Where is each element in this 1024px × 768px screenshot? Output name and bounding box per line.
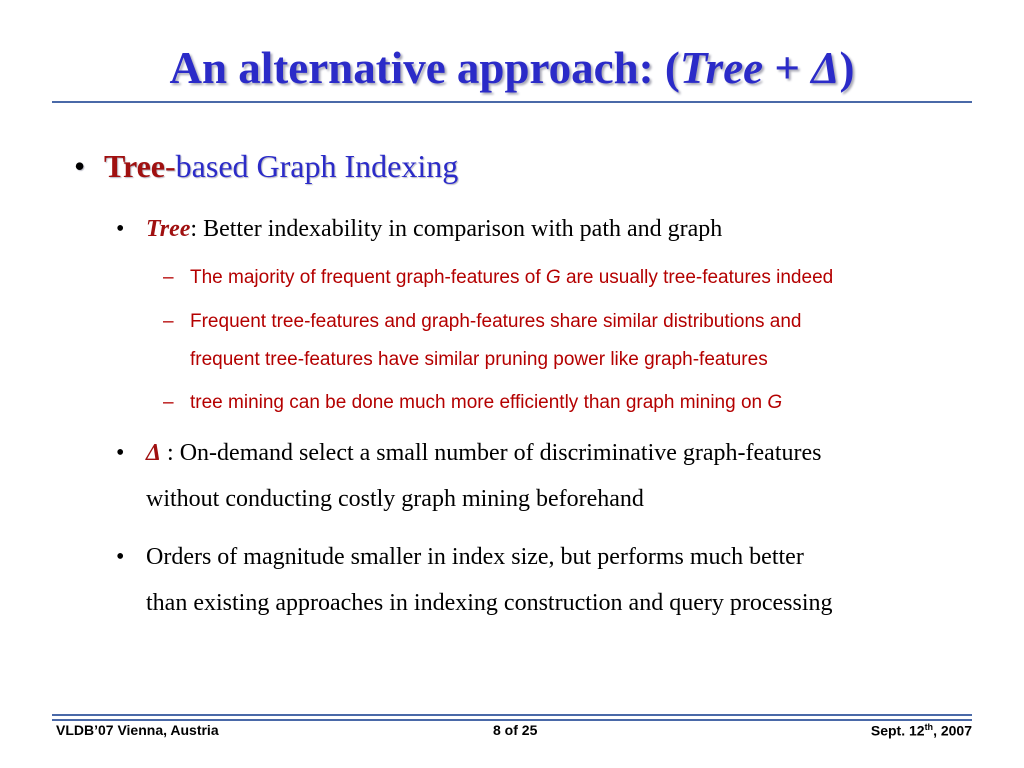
section-rest: based Graph Indexing — [175, 148, 459, 184]
subpoint-1-g: G — [545, 267, 561, 288]
subpoint-1-pre: The majority of frequent graph-features of — [190, 267, 546, 288]
footer-date — [871, 722, 972, 739]
subpoint-1-post: are usually tree-features indeed — [560, 267, 834, 288]
footer-date-sup: th — [924, 722, 934, 732]
subpoint-3-pre: tree mining can be done much more efficiently than graph mining on — [190, 392, 768, 413]
section-dash: - — [165, 148, 176, 184]
point-orders-line1: Orders of magnitude smaller in index size, but performs much better — [146, 544, 804, 570]
title-divider — [52, 101, 972, 103]
title-plus: + — [763, 43, 812, 93]
bullet: • — [74, 148, 86, 184]
footer-venue: VLDB’07 Vienna, Austria — [56, 722, 219, 738]
point-tree-label: Tree — [146, 216, 191, 242]
bullet: • — [116, 440, 125, 466]
point-orders-line2: than existing approaches in indexing construction and query processing — [146, 590, 833, 616]
title-tree: Tree — [679, 43, 764, 93]
bullet: • — [116, 216, 125, 242]
title-suffix: ) — [839, 43, 855, 93]
section-tree: Tree — [104, 148, 165, 184]
slide-title — [0, 44, 1024, 94]
footer-date-pre: Sept. 12 — [870, 722, 925, 739]
subpoint-3-g: G — [767, 392, 783, 413]
subpoint-2-line2: frequent tree-features have similar pruning power like graph-features — [190, 349, 768, 370]
dash: – — [163, 311, 174, 332]
subpoint-2-line1: Frequent tree-features and graph-features share similar distributions and — [190, 311, 802, 332]
footer-date-post: , 2007 — [933, 722, 972, 739]
dash: – — [163, 267, 174, 288]
point-delta-line2: without conducting costly graph mining beforehand — [146, 486, 644, 512]
point-delta-label: Δ — [146, 440, 162, 466]
footer-divider-top — [52, 714, 972, 716]
point-tree-text: : Better indexability in comparison with path and graph — [190, 216, 723, 242]
footer-page-number: 8 of 25 — [493, 722, 538, 738]
footer-divider-bottom — [52, 719, 972, 721]
bullet: • — [116, 544, 125, 570]
title-delta: Δ — [811, 43, 840, 93]
point-delta-line1: : On-demand select a small number of discriminative graph-features — [161, 440, 822, 466]
title-prefix: An alternative approach: ( — [169, 43, 680, 93]
dash: – — [163, 392, 174, 413]
